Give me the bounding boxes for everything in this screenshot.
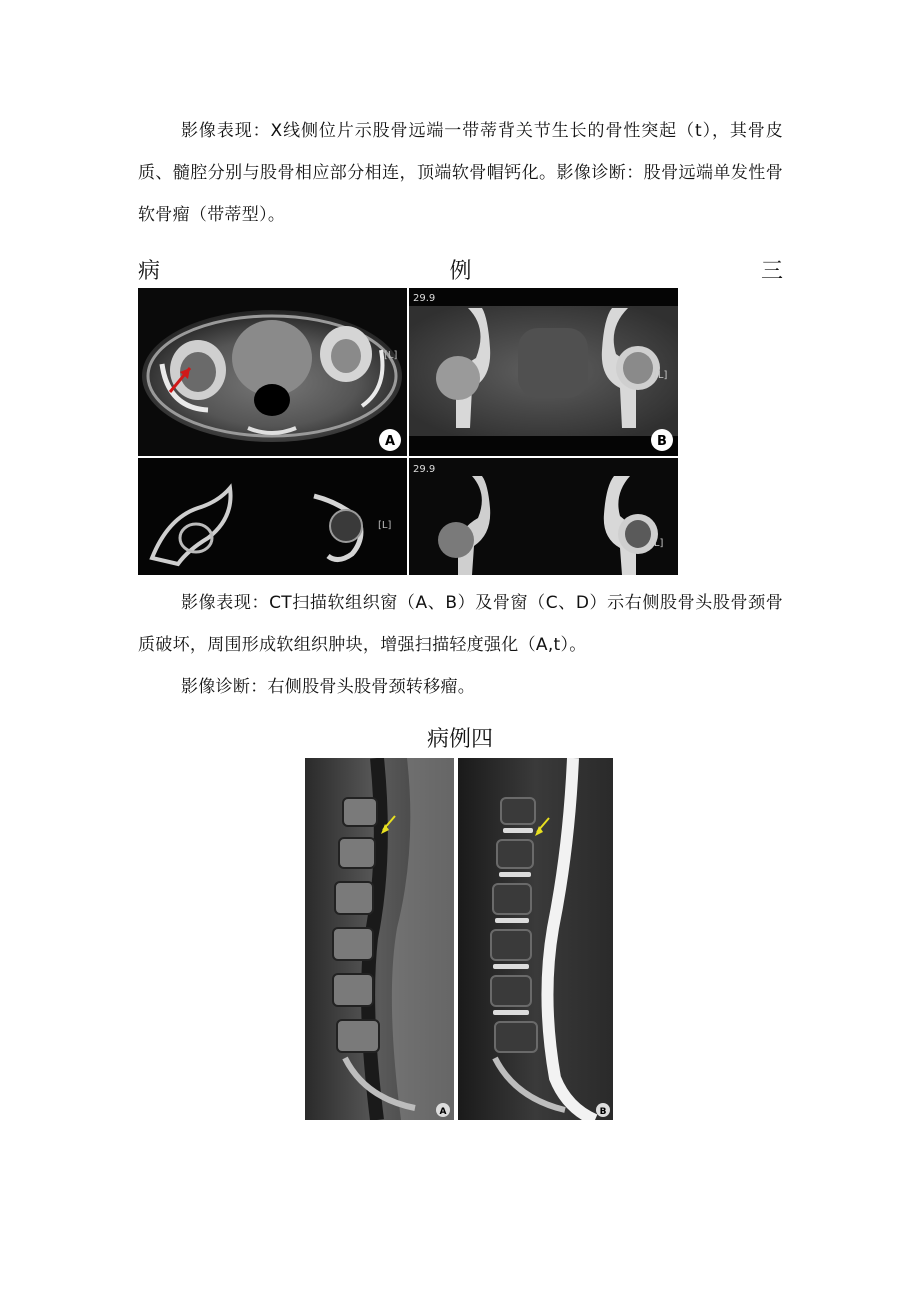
ct-panel-d-number: 29.9 [413,464,436,475]
mri-panel-b-badge: B [599,1107,607,1117]
case-3-char-1: 病 [138,258,161,284]
ct-panel-a [138,288,407,456]
ct-panel-b-number: 29.9 [413,293,436,304]
case-3-char-2: 例 [449,258,472,284]
findings-paragraph-2: 影像表现：CT扫描软组织窗（A、B）及骨窗（C、D）示右侧股骨头股骨颈骨质破坏，周围形成软组织肿块，增强扫描轻度强化（A,t）。 [138,593,783,655]
case-3-heading [138,252,783,286]
ct-panel-a-badge: A [384,434,396,449]
ct-panel-c-side-label: [L] [378,520,392,531]
mri-panel-a-badge: A [439,1107,447,1117]
mri-panel-a [305,758,454,1120]
ct-panel-d [409,458,678,575]
ct-panel-a-side-label: [L] [384,350,398,361]
ct-image-grid [138,288,678,575]
ct-panel-d-side-label: [L] [650,538,664,549]
case-4-heading: 病例四 [426,727,493,752]
case-3-char-3: 三 [760,258,783,284]
ct-panel-b [409,288,678,456]
ct-image-figure [138,288,678,575]
mri-image-pair [305,758,613,1120]
ct-panel-c [138,458,407,575]
mri-panel-b [458,758,613,1120]
ct-panel-b-badge: B [657,434,667,449]
diagnosis-paragraph: 影像诊断：右侧股骨头股骨颈转移瘤。 [181,677,476,697]
mri-image-figure [305,758,613,1120]
findings-paragraph-1: 影像表现：X线侧位片示股骨远端一带蒂背关节生长的骨性突起（t），其骨皮质、髓腔分别与股骨相应部分相连，顶端软骨帽钙化。影像诊断：股骨远端单发性骨软骨瘤（带蒂型）。 [138,121,783,225]
ct-panel-b-side-label: [L] [654,370,668,381]
